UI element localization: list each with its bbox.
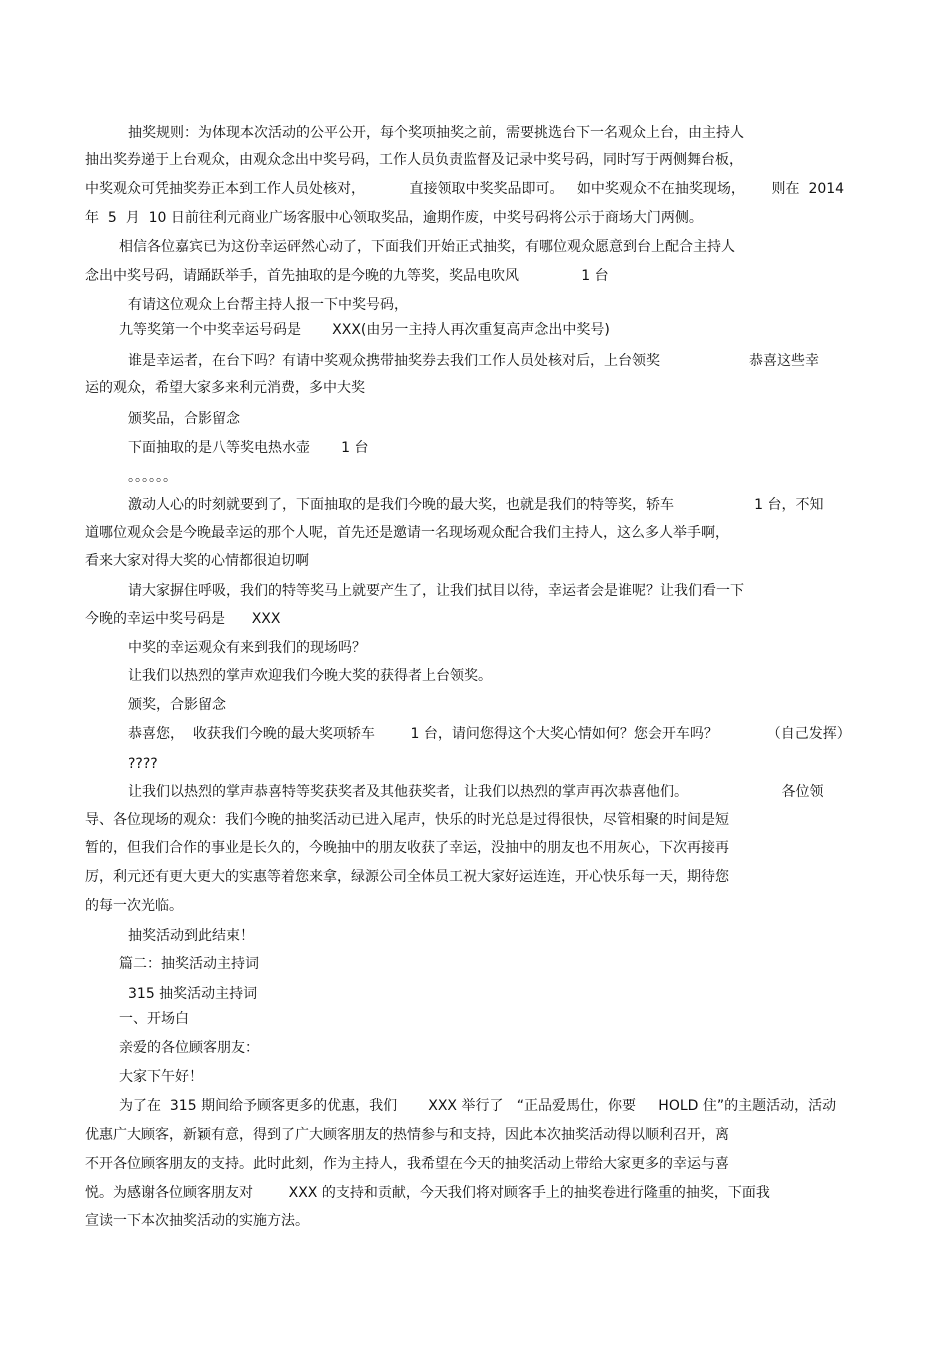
text-line: 恭喜您， 收获我们今晚的最大奖项轿车 1 台，请问您得这个大奖心情如何？您会开车吗？ （自己发挥） (128, 726, 851, 742)
text-line: 有请这位观众上台帮主持人报一下中奖号码， (128, 297, 408, 313)
text-line: 的每一次光临。 (85, 898, 183, 914)
text-line: 优惠广大顾客，新颖有意，得到了广大顾客朋友的热情参与和支持，因此本次抽奖活动得以顺利召开，离 (85, 1127, 729, 1143)
text-line: 年 5 月 10 日前往利元商业广场客服中心领取奖品，逾期作废，中奖号码将公示于商场大门两侧。 (85, 210, 703, 226)
text-line: 中奖观众可凭抽奖券正本到工作人员处核对， 直接领取中奖奖品即可。 如中奖观众不在抽奖现场， 则在 2014 (85, 181, 845, 197)
text-line: 下面抽取的是八等奖电热水壶 1 台 (128, 440, 369, 456)
text-line: 激动人心的时刻就要到了，下面抽取的是我们今晚的最大奖，也就是我们的特等奖，轿车 1 台，不知 (128, 497, 824, 513)
text-line: 宣读一下本次抽奖活动的实施方法。 (85, 1213, 309, 1229)
text-line: 暂的，但我们合作的事业是长久的，今晚抽中的朋友收获了幸运，没抽中的朋友也不用灰心，下次再接再 (85, 840, 729, 856)
text-line: 运的观众，希望大家多来利元消费，多中大奖 (85, 380, 365, 396)
text-line: 抽奖规则：为体现本次活动的公平公开，每个奖项抽奖之前，需要挑选台下一名观众上台，由主持人 (128, 125, 744, 141)
text-line: 相信各位嘉宾已为这份幸运砰然心动了，下面我们开始正式抽奖，有哪位观众愿意到台上配合主持人 (119, 239, 735, 255)
section-heading: 篇二：抽奖活动主持词 (119, 956, 259, 972)
text-line: 请大家摒住呼吸，我们的特等奖马上就要产生了，让我们拭目以待，幸运者会是谁呢？让我们看一下 (128, 583, 744, 599)
text-line: 看来大家对得大奖的心情都很迫切啊 (85, 553, 309, 569)
text-line: 让我们以热烈的掌声欢迎我们今晚大奖的获得者上台领奖。 (128, 668, 492, 684)
text-line: 抽奖活动到此结束！ (128, 928, 254, 944)
text-line: 念出中奖号码，请踊跃举手，首先抽取的是今晚的九等奖，奖品电吹风 1 台 (85, 268, 609, 284)
text-line: 大家下午好！ (119, 1069, 203, 1085)
text-line: 悦。为感谢各位顾客朋友对 XXX 的支持和贡献，今天我们将对顾客手上的抽奖卷进行隆重的抽奖，下面我 (85, 1185, 770, 1201)
text-line: 抽出奖券递于上台观众，由观众念出中奖号码，工作人员负责监督及记录中奖号码，同时写于两侧舞台板， (85, 152, 743, 168)
text-line: 导、各位现场的观众：我们今晚的抽奖活动已进入尾声，快乐的时光总是过得很快，尽管相聚的时间是短 (85, 812, 729, 828)
text-line: 让我们以热烈的掌声恭喜特等奖获奖者及其他获奖者，让我们以热烈的掌声再次恭喜他们。 各位领 (128, 784, 824, 800)
text-line: 。。。。。。 (128, 469, 177, 485)
text-line: 中奖的幸运观众有来到我们的现场吗？ (128, 640, 366, 656)
text-line: 道哪位观众会是今晚最幸运的那个人呢，首先还是邀请一名现场观众配合我们主持人，这么多人举手啊， (85, 525, 729, 541)
text-line: 亲爱的各位顾客朋友： (119, 1040, 259, 1056)
text-line: 不开各位顾客朋友的支持。此时此刻，作为主持人，我希望在今天的抽奖活动上带给大家更多的幸运与喜 (85, 1156, 729, 1172)
text-line: 颁奖品，合影留念 (128, 411, 240, 427)
text-line: 颁奖，合影留念 (128, 697, 226, 713)
text-line: 今晚的幸运中奖号码是 XXX (85, 611, 281, 627)
subsection-heading: 一、开场白 (119, 1011, 189, 1027)
text-line: 九等奖第一个中奖幸运号码是 XXX(由另一主持人再次重复高声念出中奖号) (119, 322, 610, 338)
text-line: 为了在 315 期间给予顾客更多的优惠，我们 XXX 举行了 “正品爱馬仕，你要 HOLD 住”的主题活动，活动 (119, 1098, 837, 1114)
text-line: ???? (128, 756, 158, 772)
text-line: 谁是幸运者，在台下吗？有请中奖观众携带抽奖券去我们工作人员处核对后，上台领奖 恭喜这些幸 (128, 353, 820, 369)
section-title: 315 抽奖活动主持词 (128, 986, 258, 1002)
text-line: 厉，利元还有更大更大的实惠等着您来拿，绿源公司全体员工祝大家好运连连，开心快乐每一天，期待您 (85, 869, 729, 885)
